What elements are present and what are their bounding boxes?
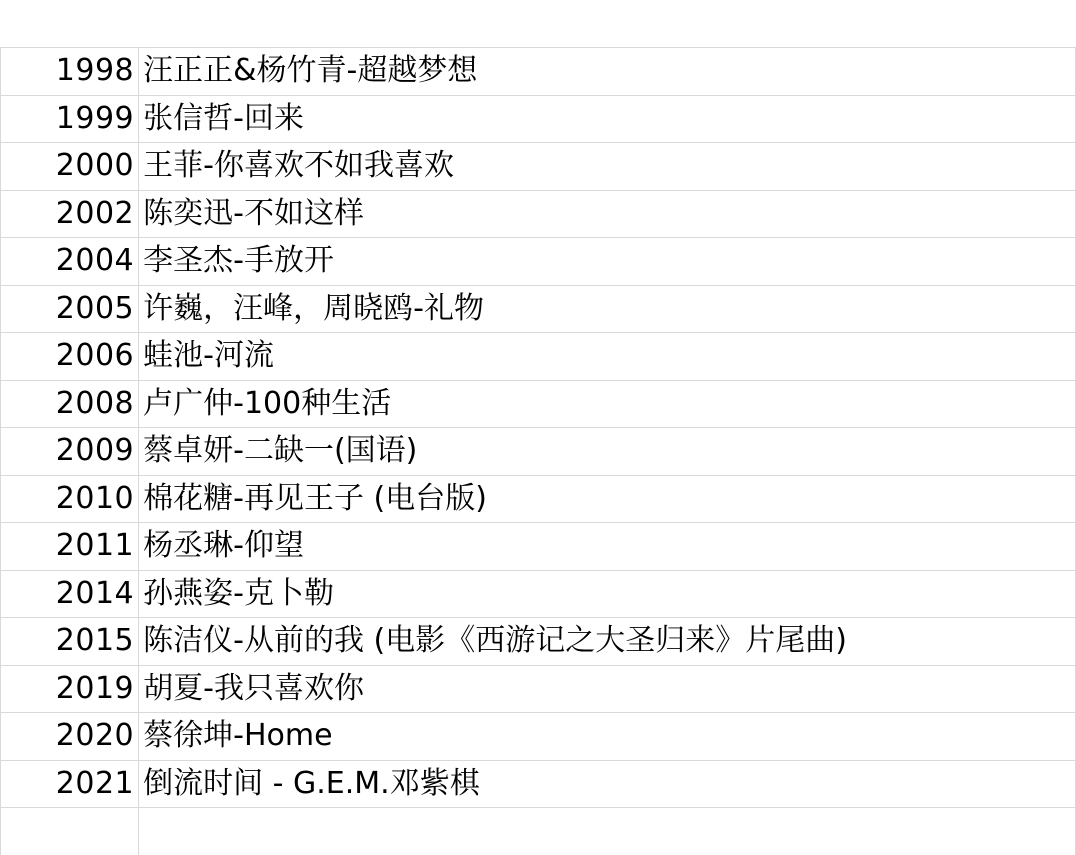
cell-year[interactable]: 2020 xyxy=(1,713,139,761)
table-row[interactable] xyxy=(1,618,1076,666)
cell-title[interactable]: 许巍，汪峰，周晓鸥-礼物 xyxy=(139,285,1076,333)
cell-title[interactable]: 孙燕姿-克卜勒 xyxy=(139,570,1076,618)
table-row[interactable] xyxy=(1,143,1076,191)
cell-year[interactable]: 2000 xyxy=(1,143,139,191)
cell-title[interactable]: 张信哲-回来 xyxy=(139,95,1076,143)
cell-title[interactable]: 杨丞琳-仰望 xyxy=(139,523,1076,571)
table-row[interactable] xyxy=(1,475,1076,523)
cell-title[interactable]: 卢广仲-100种生活 xyxy=(139,380,1076,428)
cell-year[interactable]: 2005 xyxy=(1,285,139,333)
table-row[interactable] xyxy=(1,570,1076,618)
grid-top-edge-title-cell xyxy=(139,0,1076,48)
cell-year[interactable]: 1999 xyxy=(1,95,139,143)
cell-title[interactable]: 胡夏-我只喜欢你 xyxy=(139,665,1076,713)
cell-title[interactable]: 倒流时间 - G.E.M.邓紫棋 xyxy=(139,760,1076,808)
cell-title[interactable]: 蔡徐坤-Home xyxy=(139,713,1076,761)
cell-year[interactable]: 2014 xyxy=(1,570,139,618)
cell-year[interactable]: 2021 xyxy=(1,760,139,808)
cell-title[interactable]: 王菲-你喜欢不如我喜欢 xyxy=(139,143,1076,191)
cell-year[interactable]: 2002 xyxy=(1,190,139,238)
cell-year[interactable]: 2009 xyxy=(1,428,139,476)
cell-title[interactable]: 蔡卓妍-二缺一(国语) xyxy=(139,428,1076,476)
table-row[interactable] xyxy=(1,665,1076,713)
cell-year[interactable]: 2004 xyxy=(1,238,139,286)
grid-bottom-partial-row xyxy=(1,808,1076,855)
cell-year[interactable]: 2011 xyxy=(1,523,139,571)
cell-title[interactable]: 棉花糖-再见王子 (电台版) xyxy=(139,475,1076,523)
grid-top-edge xyxy=(1,0,1076,48)
cell-year[interactable]: 2015 xyxy=(1,618,139,666)
table-row[interactable] xyxy=(1,285,1076,333)
grid-top-edge-year-cell xyxy=(1,0,139,48)
cell-year[interactable]: 1998 xyxy=(1,48,139,96)
cell-year[interactable]: 2008 xyxy=(1,380,139,428)
grid-bottom-year-cell xyxy=(1,808,139,855)
cell-title[interactable]: 陈洁仪-从前的我 (电影《西游记之大圣归来》片尾曲) xyxy=(139,618,1076,666)
cell-year[interactable]: 2010 xyxy=(1,475,139,523)
cell-title[interactable]: 汪正正&杨竹青-超越梦想 xyxy=(139,48,1076,96)
table-row[interactable] xyxy=(1,48,1076,96)
cell-year[interactable]: 2019 xyxy=(1,665,139,713)
table-row[interactable] xyxy=(1,190,1076,238)
cell-year[interactable]: 2006 xyxy=(1,333,139,381)
table-row[interactable] xyxy=(1,380,1076,428)
grid-bottom-title-cell xyxy=(139,808,1076,855)
spreadsheet-body xyxy=(1,0,1076,855)
table-row[interactable] xyxy=(1,713,1076,761)
table-row[interactable] xyxy=(1,760,1076,808)
cell-title[interactable]: 李圣杰-手放开 xyxy=(139,238,1076,286)
table-row[interactable] xyxy=(1,95,1076,143)
cell-title[interactable]: 陈奕迅-不如这样 xyxy=(139,190,1076,238)
table-row[interactable] xyxy=(1,428,1076,476)
table-row[interactable] xyxy=(1,238,1076,286)
cell-title[interactable]: 蛙池-河流 xyxy=(139,333,1076,381)
table-row[interactable] xyxy=(1,333,1076,381)
table-row[interactable] xyxy=(1,523,1076,571)
